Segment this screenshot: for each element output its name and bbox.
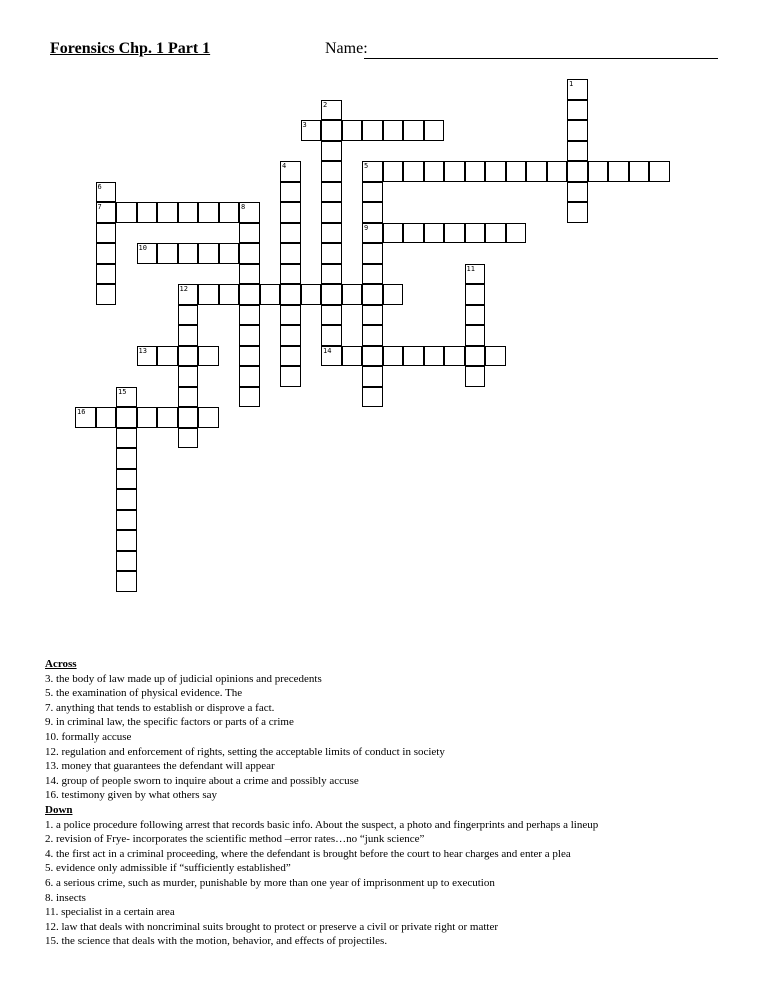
crossword-cell[interactable] — [116, 428, 137, 449]
crossword-cell[interactable] — [178, 366, 199, 387]
crossword-cell[interactable] — [567, 161, 588, 182]
crossword-cell[interactable] — [321, 161, 342, 182]
crossword-cell[interactable] — [362, 264, 383, 285]
across-clue: 5. the examination of physical evidence. The — [45, 687, 243, 700]
down-clue: 4. the first act in a criminal proceeding, where the defendant is brought before the court to hear charges and enter a plea — [45, 847, 571, 860]
crossword-cell[interactable] — [465, 264, 486, 285]
crossword-cell[interactable] — [321, 120, 342, 141]
clue-number: 7 — [97, 203, 102, 211]
crossword-cell[interactable] — [321, 100, 342, 121]
crossword-cell[interactable] — [567, 141, 588, 162]
crossword-cell[interactable] — [260, 284, 281, 305]
crossword-cell[interactable] — [239, 202, 260, 223]
crossword-cell[interactable] — [137, 243, 158, 264]
crossword-cell[interactable] — [567, 79, 588, 100]
crossword-cell[interactable] — [116, 489, 137, 510]
crossword-cell[interactable] — [198, 243, 219, 264]
crossword-cell[interactable] — [75, 407, 96, 428]
crossword-cell[interactable] — [362, 182, 383, 203]
crossword-cell[interactable] — [116, 202, 137, 223]
crossword-cell[interactable] — [280, 223, 301, 244]
name-label: Name: — [325, 40, 368, 57]
crossword-cell[interactable] — [649, 161, 670, 182]
crossword-cell[interactable] — [178, 284, 199, 305]
crossword-cell[interactable] — [362, 366, 383, 387]
crossword-cell[interactable] — [239, 387, 260, 408]
crossword-cell[interactable] — [362, 243, 383, 264]
crossword-cell[interactable] — [321, 243, 342, 264]
across-clues — [45, 672, 760, 803]
crossword-cell[interactable] — [362, 305, 383, 326]
clue-number: 9 — [364, 223, 369, 232]
across-clue: 16. testimony given by what others say — [45, 789, 218, 802]
crossword-cell[interactable] — [444, 161, 465, 182]
crossword-cell[interactable] — [362, 387, 383, 408]
clue-number: 5 — [364, 162, 369, 170]
clue-number: 11 — [466, 264, 475, 273]
crossword-cell[interactable] — [321, 284, 342, 305]
crossword-cell[interactable] — [239, 325, 260, 346]
across-clue: 3. the body of law made up of judicial opinions and precedents — [45, 672, 322, 685]
crossword-cell[interactable] — [280, 284, 301, 305]
crossword-cell[interactable] — [280, 346, 301, 367]
crossword-cell[interactable] — [239, 346, 260, 367]
crossword-cell[interactable] — [383, 161, 404, 182]
crossword-cell[interactable] — [403, 161, 424, 182]
crossword-cell[interactable] — [137, 346, 158, 367]
crossword-cell[interactable] — [239, 223, 260, 244]
crossword-cell[interactable] — [567, 182, 588, 203]
crossword-cell[interactable] — [506, 161, 527, 182]
crossword-cell[interactable] — [567, 120, 588, 141]
crossword-cell[interactable] — [178, 243, 199, 264]
crossword-cell[interactable] — [383, 346, 404, 367]
down-clue: 6. a serious crime, such as murder, punishable by more than one year of imprisonment up to execution — [45, 876, 495, 889]
crossword-cell[interactable] — [219, 284, 240, 305]
crossword-cell[interactable] — [301, 284, 322, 305]
clue-number: 12 — [179, 285, 188, 293]
crossword-cell[interactable] — [424, 223, 445, 244]
crossword-cell[interactable] — [362, 202, 383, 223]
crossword-cell[interactable] — [116, 448, 137, 469]
crossword-cell[interactable] — [178, 407, 199, 428]
crossword-cell[interactable] — [219, 243, 240, 264]
clue-number: 14 — [323, 346, 332, 355]
crossword-cell[interactable] — [321, 305, 342, 326]
crossword-cell[interactable] — [280, 325, 301, 346]
crossword-cell[interactable] — [116, 530, 137, 551]
crossword-cell[interactable] — [280, 182, 301, 203]
crossword-cell[interactable] — [198, 284, 219, 305]
crossword-cell[interactable] — [96, 182, 117, 203]
crossword-cell[interactable] — [465, 284, 486, 305]
crossword-cell[interactable] — [239, 243, 260, 264]
clue-number: 2 — [323, 100, 328, 109]
crossword-cell[interactable] — [526, 161, 547, 182]
crossword-cell[interactable] — [321, 223, 342, 244]
crossword-cell[interactable] — [403, 120, 424, 141]
crossword-cell[interactable] — [485, 161, 506, 182]
clue-number: 10 — [138, 244, 147, 252]
crossword-cell[interactable] — [116, 407, 137, 428]
clue-number: 8 — [241, 203, 246, 211]
crossword-cell[interactable] — [198, 346, 219, 367]
crossword-cell[interactable] — [96, 202, 117, 223]
crossword-cell[interactable] — [219, 202, 240, 223]
crossword-cell[interactable] — [362, 325, 383, 346]
crossword-cell[interactable] — [96, 243, 117, 264]
crossword-cell[interactable] — [465, 325, 486, 346]
crossword-cell[interactable] — [157, 202, 178, 223]
crossword-cell[interactable] — [116, 571, 137, 592]
crossword-cell[interactable] — [198, 202, 219, 223]
down-heading: Down — [45, 803, 73, 816]
down-clues — [45, 818, 760, 949]
crossword-cell[interactable] — [567, 202, 588, 223]
clue-number: 1 — [569, 80, 574, 88]
crossword-cell[interactable] — [321, 346, 342, 367]
crossword-cell[interactable] — [403, 346, 424, 367]
crossword-cell[interactable] — [280, 264, 301, 285]
crossword-cell[interactable] — [280, 366, 301, 387]
crossword-cell[interactable] — [342, 284, 363, 305]
crossword-cell[interactable] — [96, 264, 117, 285]
crossword-cell[interactable] — [96, 284, 117, 305]
down-clue: 15. the science that deals with the motion, behavior, and effects of projectiles. — [45, 935, 388, 948]
crossword-cell[interactable] — [137, 407, 158, 428]
worksheet-title: Forensics Chp. 1 Part 1 — [50, 40, 211, 57]
crossword-cell[interactable] — [547, 161, 568, 182]
across-clue: 10. formally accuse — [45, 730, 132, 743]
across-clue: 7. anything that tends to establish or disprove a fact. — [45, 701, 275, 714]
across-clue: 13. money that guarantees the defendant will appear — [45, 760, 275, 773]
crossword-cell[interactable] — [588, 161, 609, 182]
crossword-cell[interactable] — [116, 551, 137, 572]
clue-list — [45, 657, 760, 949]
crossword-cell[interactable] — [280, 243, 301, 264]
crossword-cell[interactable] — [424, 346, 445, 367]
crossword-cell[interactable] — [567, 100, 588, 121]
crossword-cell[interactable] — [301, 120, 322, 141]
down-clue: 5. evidence only admissible if “sufficiently established” — [45, 862, 291, 875]
down-clue: 12. law that deals with noncriminal suits brought to protect or preserve a civil or private right or matter — [45, 920, 499, 933]
crossword-cell[interactable] — [96, 223, 117, 244]
crossword-cell[interactable] — [239, 305, 260, 326]
crossword-cell[interactable] — [362, 120, 383, 141]
crossword-cell[interactable] — [321, 141, 342, 162]
clue-number: 13 — [138, 346, 147, 355]
crossword-cell[interactable] — [506, 223, 527, 244]
crossword-cell[interactable] — [178, 305, 199, 326]
crossword-cell[interactable] — [465, 346, 486, 367]
crossword-cell[interactable] — [321, 182, 342, 203]
clue-number: 15 — [118, 387, 127, 396]
clue-number: 4 — [282, 162, 287, 170]
crossword-cell[interactable] — [321, 325, 342, 346]
crossword-cell[interactable] — [362, 346, 383, 367]
crossword-cell[interactable] — [444, 346, 465, 367]
across-clue: 12. regulation and enforcement of rights, setting the acceptable limits of conduct in society — [45, 745, 445, 758]
crossword-cell[interactable] — [608, 161, 629, 182]
crossword-cell[interactable] — [383, 223, 404, 244]
crossword-cell[interactable] — [485, 223, 506, 244]
crossword-cell[interactable] — [362, 284, 383, 305]
crossword-cell[interactable] — [239, 284, 260, 305]
crossword-cell[interactable] — [137, 202, 158, 223]
crossword-cell[interactable] — [403, 223, 424, 244]
crossword-cell[interactable] — [178, 428, 199, 449]
down-clue: 11. specialist in a certain area — [45, 906, 175, 919]
crossword-cell[interactable] — [424, 161, 445, 182]
crossword-cell[interactable] — [239, 366, 260, 387]
clue-number: 16 — [77, 408, 86, 416]
across-heading: Across — [45, 658, 77, 670]
crossword-cell[interactable] — [485, 346, 506, 367]
crossword-cell[interactable] — [465, 366, 486, 387]
crossword-cell[interactable] — [629, 161, 650, 182]
crossword-cell[interactable] — [342, 346, 363, 367]
crossword-cell[interactable] — [321, 264, 342, 285]
crossword-cell[interactable] — [321, 202, 342, 223]
clue-number: 6 — [97, 182, 102, 191]
clue-number: 3 — [302, 121, 307, 129]
crossword-cell[interactable] — [116, 510, 137, 531]
crossword-cell[interactable] — [383, 284, 404, 305]
crossword-cell[interactable] — [424, 120, 445, 141]
across-clue: 14. group of people sworn to inquire about a crime and possibly accuse — [45, 774, 359, 787]
crossword-cell[interactable] — [465, 161, 486, 182]
crossword-cell[interactable] — [198, 407, 219, 428]
down-clue: 1. a police procedure following arrest that records basic info. About the suspect, a photo and fingerprints and perhaps a lineup — [45, 818, 599, 831]
crossword-cell[interactable] — [178, 387, 199, 408]
crossword-cell[interactable] — [362, 223, 383, 244]
crossword-cell[interactable] — [157, 407, 178, 428]
crossword-cell[interactable] — [96, 407, 117, 428]
crossword-cell[interactable] — [280, 161, 301, 182]
crossword-cell[interactable] — [342, 120, 363, 141]
crossword-cell[interactable] — [383, 120, 404, 141]
crossword-cell[interactable] — [116, 469, 137, 490]
crossword-cell[interactable] — [280, 305, 301, 326]
crossword-cell[interactable] — [178, 202, 199, 223]
crossword-cell[interactable] — [465, 223, 486, 244]
across-clue: 9. in criminal law, the specific factors or parts of a crime — [45, 716, 294, 729]
crossword-cell[interactable] — [116, 387, 137, 408]
crossword-cell[interactable] — [157, 243, 178, 264]
down-clue: 2. revision of Frye- incorporates the scientific method –error rates…no “junk science” — [45, 833, 425, 846]
crossword-cell[interactable] — [280, 202, 301, 223]
crossword-cell[interactable] — [157, 346, 178, 367]
crossword-cell[interactable] — [362, 161, 383, 182]
crossword-cell[interactable] — [465, 305, 486, 326]
crossword-cell[interactable] — [239, 264, 260, 285]
crossword-cell[interactable] — [178, 346, 199, 367]
crossword-cell[interactable] — [444, 223, 465, 244]
crossword-cell[interactable] — [178, 325, 199, 346]
down-clue: 8. insects — [45, 891, 86, 904]
